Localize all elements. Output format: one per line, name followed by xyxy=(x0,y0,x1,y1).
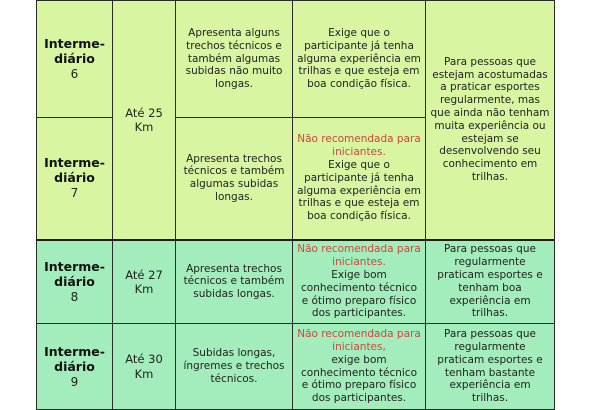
warning-text: Não recomendada para iniciantes. xyxy=(297,243,421,269)
description-cell: Apresenta alguns trechos técnicos e também algumas subidas não muito longas. xyxy=(176,1,293,118)
requirement-text: Exige bom conhecimento técnico e ótimo preparo físico dos participantes. xyxy=(301,268,417,320)
distance-cell: Até 27 Km xyxy=(113,240,176,324)
level-number: 8 xyxy=(70,289,79,304)
level-name-line2: diário xyxy=(54,51,95,67)
requirement-text: exige bom conhecimento técnico e ótimo preparo físico dos participantes. xyxy=(301,353,417,405)
requirement-text: Exige que o participante já tenha alguma experiência em trilhas e que esteja em boa condição física. xyxy=(297,159,421,223)
requirement-cell xyxy=(293,240,426,324)
level-number: 7 xyxy=(70,186,79,201)
description-cell: Apresenta trechos técnicos e também subidas longas. xyxy=(176,240,293,324)
level-cell xyxy=(37,324,113,410)
requirement-text: Exige que o participante já tenha alguma experiência em trilhas e que esteja em boa condição física. xyxy=(297,27,421,91)
requirement-cell xyxy=(293,118,426,240)
audience-cell: Para pessoas que estejam acostumadas a praticar esportes regularmente, mas que ainda não tenham muita experiência ou estejam se desenvolvendo seu conhecimento em trilhas. xyxy=(426,1,555,240)
level-name-line2: diário xyxy=(54,170,95,186)
trail-difficulty-table xyxy=(36,0,555,410)
table-row xyxy=(37,1,555,118)
distance-cell: Até 30 Km xyxy=(113,324,176,410)
level-name-line1: Interme- xyxy=(44,36,105,52)
level-cell xyxy=(37,1,113,118)
description-cell: Apresenta trechos técnicos e também algumas subidas longas. xyxy=(176,118,293,240)
level-name-line1: Interme- xyxy=(44,155,105,171)
level-number: 9 xyxy=(70,374,79,389)
level-name-line1: Interme- xyxy=(44,258,105,274)
distance-cell: Até 25 Km xyxy=(113,1,176,240)
description-cell: Subidas longas, íngremes e trechos técnicos. xyxy=(176,324,293,410)
level-cell xyxy=(37,118,113,240)
level-name-line2: diário xyxy=(54,358,95,374)
audience-cell: Para pessoas que regularmente praticam esportes e tenham boa experiência em trilhas. xyxy=(426,240,555,324)
table-row xyxy=(37,240,555,324)
table-row xyxy=(37,324,555,410)
level-name-line2: diário xyxy=(54,273,95,289)
audience-cell: Para pessoas que regularmente praticam esportes e tenham bastante experiência em trilhas. xyxy=(426,324,555,410)
requirement-cell xyxy=(293,324,426,410)
warning-text: Não recomendada para iniciantes, xyxy=(297,328,421,353)
level-number: 6 xyxy=(70,67,79,82)
warning-text: Não recomendada para iniciantes. xyxy=(297,133,421,159)
level-cell xyxy=(37,240,113,324)
level-name-line1: Interme- xyxy=(44,343,105,359)
requirement-cell xyxy=(293,1,426,118)
